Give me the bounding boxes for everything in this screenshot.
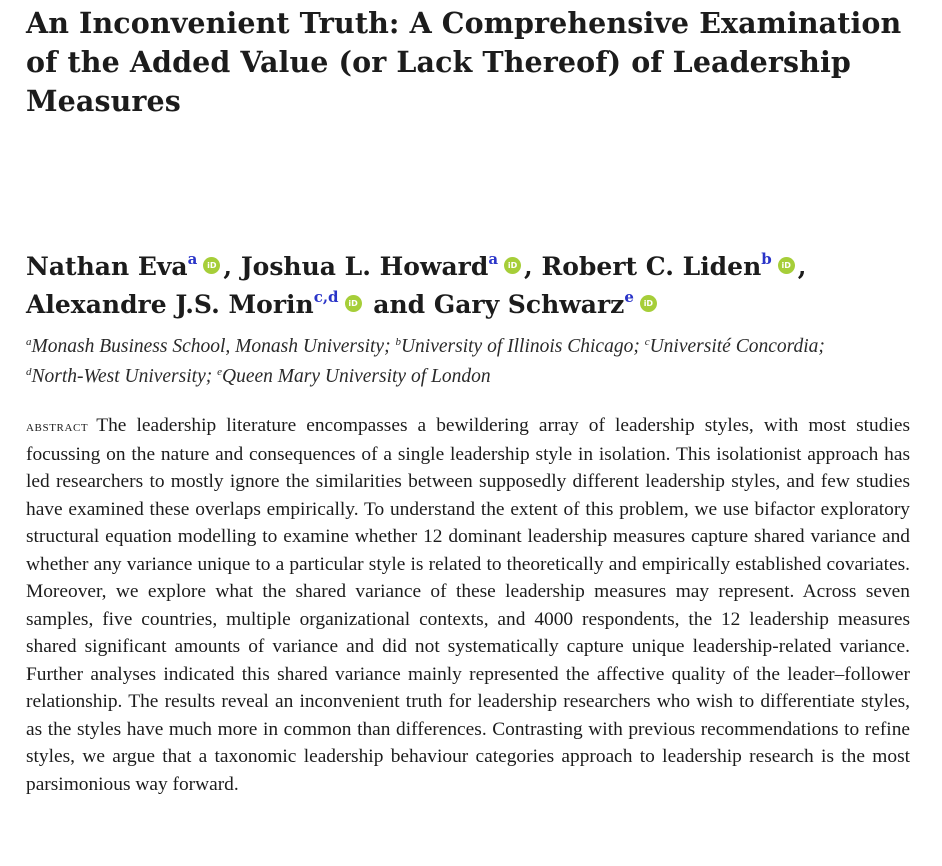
affiliation-text: Monash Business School, Monash University;: [31, 336, 391, 357]
affiliation-text: Université Concordia;: [649, 336, 825, 357]
orcid-glyph: iD: [781, 261, 791, 270]
affiliation-marker: b: [395, 336, 401, 348]
author-name: Nathan Eva: [26, 252, 188, 281]
author-entry: [434, 290, 660, 319]
abstract-label: abstract: [26, 418, 89, 435]
author-affiliation-link[interactable]: b: [761, 250, 772, 268]
author-affiliation-link[interactable]: a: [187, 250, 198, 268]
affiliation-marker: a: [26, 336, 32, 348]
orcid-glyph: iD: [348, 299, 358, 308]
orcid-icon[interactable]: [345, 295, 362, 312]
affiliation-marker: d: [26, 366, 32, 378]
author-separator: ,: [223, 252, 233, 281]
author-name: Gary Schwarz: [433, 290, 625, 319]
orcid-icon[interactable]: [203, 257, 220, 274]
author-entry: [541, 252, 806, 281]
orcid-glyph: iD: [507, 261, 518, 270]
affiliation-marker: e: [217, 366, 222, 378]
author-separator: ,: [524, 252, 533, 281]
abstract-text: The leadership literature encompasses a bewildering array of leadership styles, with most studies focussing on the nature and consequences of a single leadership style in isolation. This isolationist approach has led researchers to mostly ignore the similarities between supposedly different leadership styles, and few studies have examined these overlaps empirically. To understand the extent of this problem, we use bifactor exploratory structural equation modelling to examine whether 12 dominant leadership measures capture shared variance and whether any variance unique to a particular style is related to theoretically and empirically established covariates. Moreover, we explore what the shared variance of these leadership measures may represent. Across seven samples, five countries, multiple organizational contexts, and 4000 respondents, the 12 leadership measures shared significant amounts of variance and did not systematically capture unique leadership-related variance. Further analyses indicated this shared variance mainly represented the affective quality of the leader–follower relationship. The results reveal an inconvenient truth for leadership researchers who wish to differentiate styles, as the styles have much more in common than differences. Contrasting with previous recommendations to refine styles, we argue that a taxonomic leadership behaviour categories approach to leadership research is the most parsimonious way forward.: [26, 415, 910, 795]
author-separator: and: [373, 290, 426, 319]
author-entry: [26, 290, 434, 319]
paper-title: An Inconvenient Truth: A Comprehensive Examination of the Added Value (or Lack Thereof) of Leadership Measures: [26, 6, 902, 118]
affiliation-text: North-West University;: [31, 366, 213, 387]
orcid-icon[interactable]: [640, 295, 657, 312]
orcid-icon[interactable]: [504, 257, 521, 274]
author-name: Joshua L. Howard: [240, 252, 489, 281]
author-name: Robert C. Liden: [541, 252, 762, 281]
author-entry: [26, 252, 241, 281]
author-list: [26, 248, 926, 324]
author-affiliation-link[interactable]: e: [624, 288, 634, 306]
orcid-glyph: iD: [207, 261, 217, 270]
affiliation-list: [26, 332, 926, 392]
abstract: [26, 412, 910, 798]
author-affiliation-link[interactable]: a: [488, 250, 499, 268]
orcid-glyph: iD: [643, 299, 654, 308]
author-affiliation-link[interactable]: c,d: [313, 288, 339, 306]
orcid-icon[interactable]: [778, 257, 795, 274]
affiliation-text: University of Illinois Chicago;: [400, 336, 640, 357]
author-entry: [241, 252, 542, 281]
author-name: Alexandre J.S. Morin: [26, 290, 314, 319]
author-separator: ,: [797, 252, 807, 281]
affiliation-marker: c: [644, 336, 650, 348]
affiliation-text: Queen Mary University of London: [221, 366, 491, 387]
